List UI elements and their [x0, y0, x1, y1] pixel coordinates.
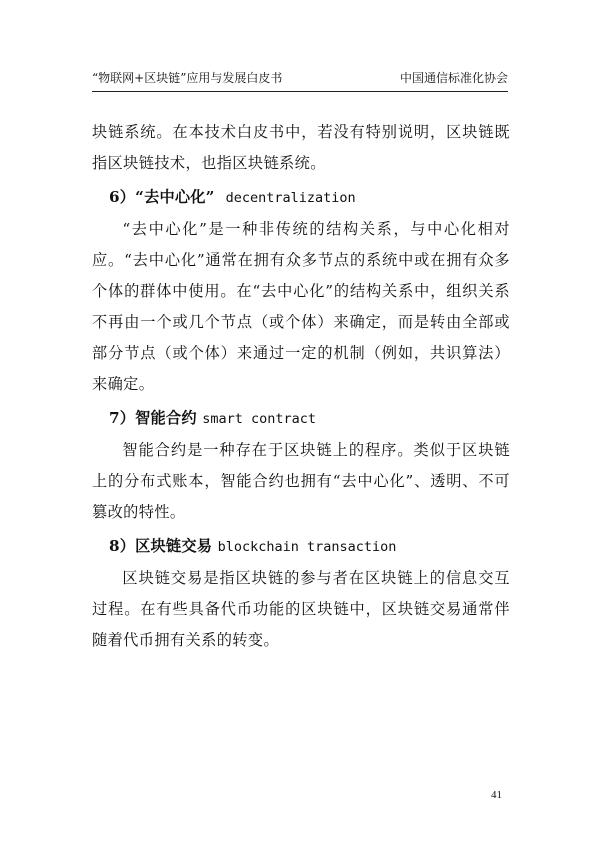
- section-title: 智能合约: [135, 409, 197, 427]
- section-title: 区块链交易: [135, 537, 213, 555]
- section-title: “去中心化”: [135, 188, 215, 206]
- header-document-title: “物联网+区块链”应用与发展白皮书: [92, 71, 283, 85]
- section-number: 7）: [109, 409, 136, 427]
- page-number: 41: [491, 789, 502, 801]
- header-organization: 中国通信标准化协会: [399, 71, 508, 85]
- section-heading-blockchain-transaction: [92, 531, 510, 563]
- page-body: [92, 117, 510, 656]
- header-divider: [92, 91, 508, 92]
- section-number: 6）: [109, 188, 136, 206]
- section-title-english: blockchain transaction: [217, 539, 397, 555]
- section-paragraph-blockchain-transaction: 区块链交易是指区块链的参与者在区块链上的信息交互过程。在有些具备代币功能的区块链中，区块链交易通常伴随着代币拥有关系的转变。: [92, 569, 510, 649]
- section-number: 8）: [109, 537, 136, 555]
- section-heading-smart-contract: [92, 403, 510, 435]
- section-paragraph-smart-contract: 智能合约是一种存在于区块链上的程序。类似于区块链上的分布式账本，智能合约也拥有“去中心化”、透明、不可篡改的特性。: [92, 441, 510, 521]
- section-title-english: smart contract: [202, 411, 317, 427]
- running-header: [92, 68, 508, 88]
- intro-continuation-paragraph: 块链系统。在本技术白皮书中，若没有特别说明，区块链既指区块链技术，也指区块链系统。: [92, 123, 510, 172]
- section-title-english: decentralization: [225, 190, 356, 206]
- section-heading-decentralization: [92, 182, 510, 214]
- section-paragraph-decentralization: “去中心化”是一种非传统的结构关系，与中心化相对应。“去中心化”通常在拥有众多节点的系统中或在拥有众多个体的群体中使用。在“去中心化”的结构关系中，组织关系不再由一个或几个节点（或个体）来确定，而是转由全部或部分节点（或个体）来通过一定的机制（例如，共识算法）来确定。: [92, 220, 510, 393]
